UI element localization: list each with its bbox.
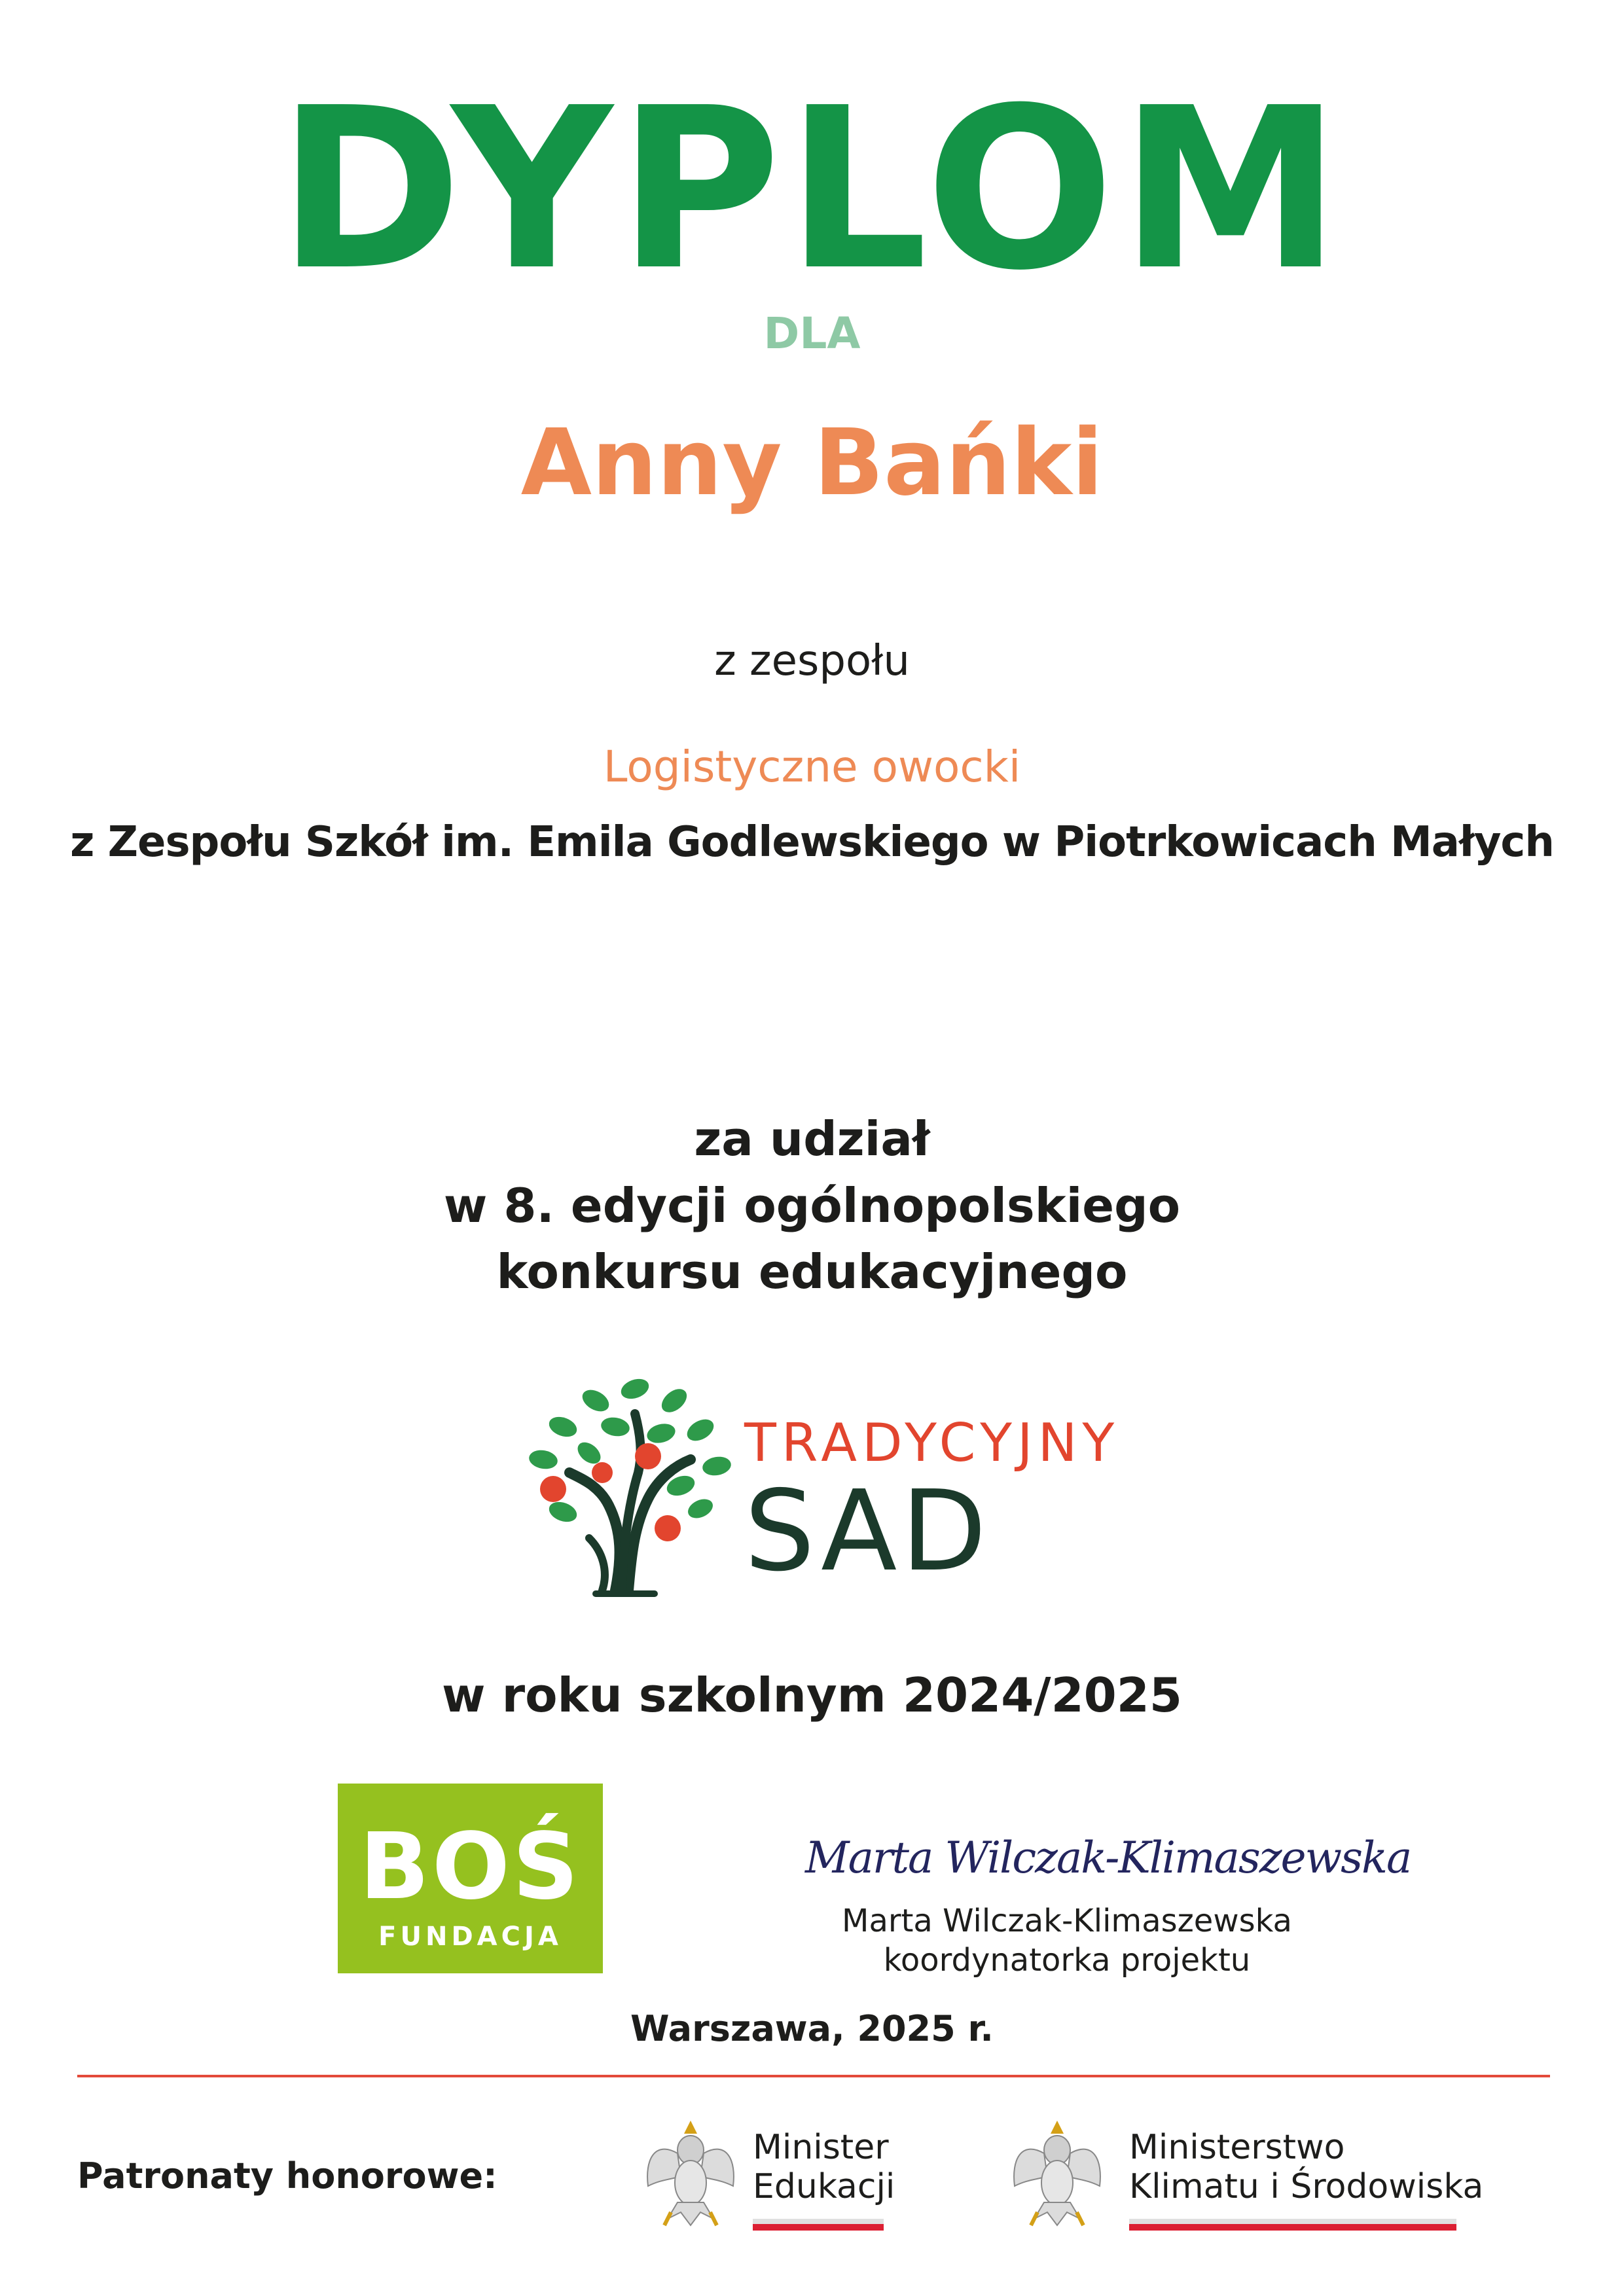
flag-white-stripe (753, 2219, 884, 2224)
bos-logo-word: BOŚ (359, 1814, 581, 1920)
team-name: Logistyczne owocki (603, 742, 1021, 792)
patron-ministerstwo-klimatu (1008, 2114, 1532, 2245)
flag-red-stripe (753, 2224, 884, 2231)
signatory-name: Marta Wilczak-Klimaszewska (842, 1903, 1292, 1939)
bos-logo-subtitle: FUNDACJA (378, 1922, 562, 1952)
patron-1-line-2: Edukacji (753, 2167, 895, 2206)
for-label: DLA (763, 308, 861, 359)
apple-tree-icon (524, 1374, 733, 1597)
school-name: z Zespołu Szkół im. Emila Godlewskiego w Piotrkowicach Małych (70, 818, 1554, 867)
flag-white-stripe (1129, 2219, 1456, 2224)
handwritten-signature: Marta Wilczak-Klimaszewska (805, 1833, 1411, 1883)
patron-1-line-1: Minister (753, 2128, 889, 2167)
signatory-role: koordynatorka projektu (883, 1942, 1251, 1979)
reason-line-2: w 8. edycji ogólnopolskiego (443, 1178, 1181, 1233)
school-year: w roku szkolnym 2024/2025 (442, 1668, 1182, 1723)
reason-line-3: konkursu edukacyjnego (496, 1244, 1128, 1299)
logo-text-tradycyjny: TRADYCYJNY (744, 1412, 1120, 1473)
polish-eagle-icon (641, 2114, 740, 2232)
patron-2-line-1: Ministerstwo (1129, 2128, 1345, 2167)
reason-line-1: za udział (694, 1111, 930, 1166)
patrons-label: Patronaty honorowe: (77, 2155, 497, 2197)
team-intro: z zespołu (714, 637, 910, 685)
flag-red-stripe (1129, 2224, 1456, 2231)
patron-minister-edukacji (641, 2114, 916, 2245)
tradycyjny-sad-logo (524, 1374, 1120, 1617)
patron-2-line-2: Klimatu i Środowiska (1129, 2167, 1484, 2206)
recipient-name: Anny Bańki (520, 410, 1104, 516)
logo-text-sad: SAD (744, 1467, 991, 1596)
diploma-title: DYPLOM (278, 60, 1346, 319)
place-date: Warszawa, 2025 r. (630, 2008, 994, 2049)
polish-eagle-icon (1008, 2114, 1106, 2232)
bos-foundation-logo (338, 1784, 603, 1973)
footer-divider (77, 2075, 1550, 2077)
